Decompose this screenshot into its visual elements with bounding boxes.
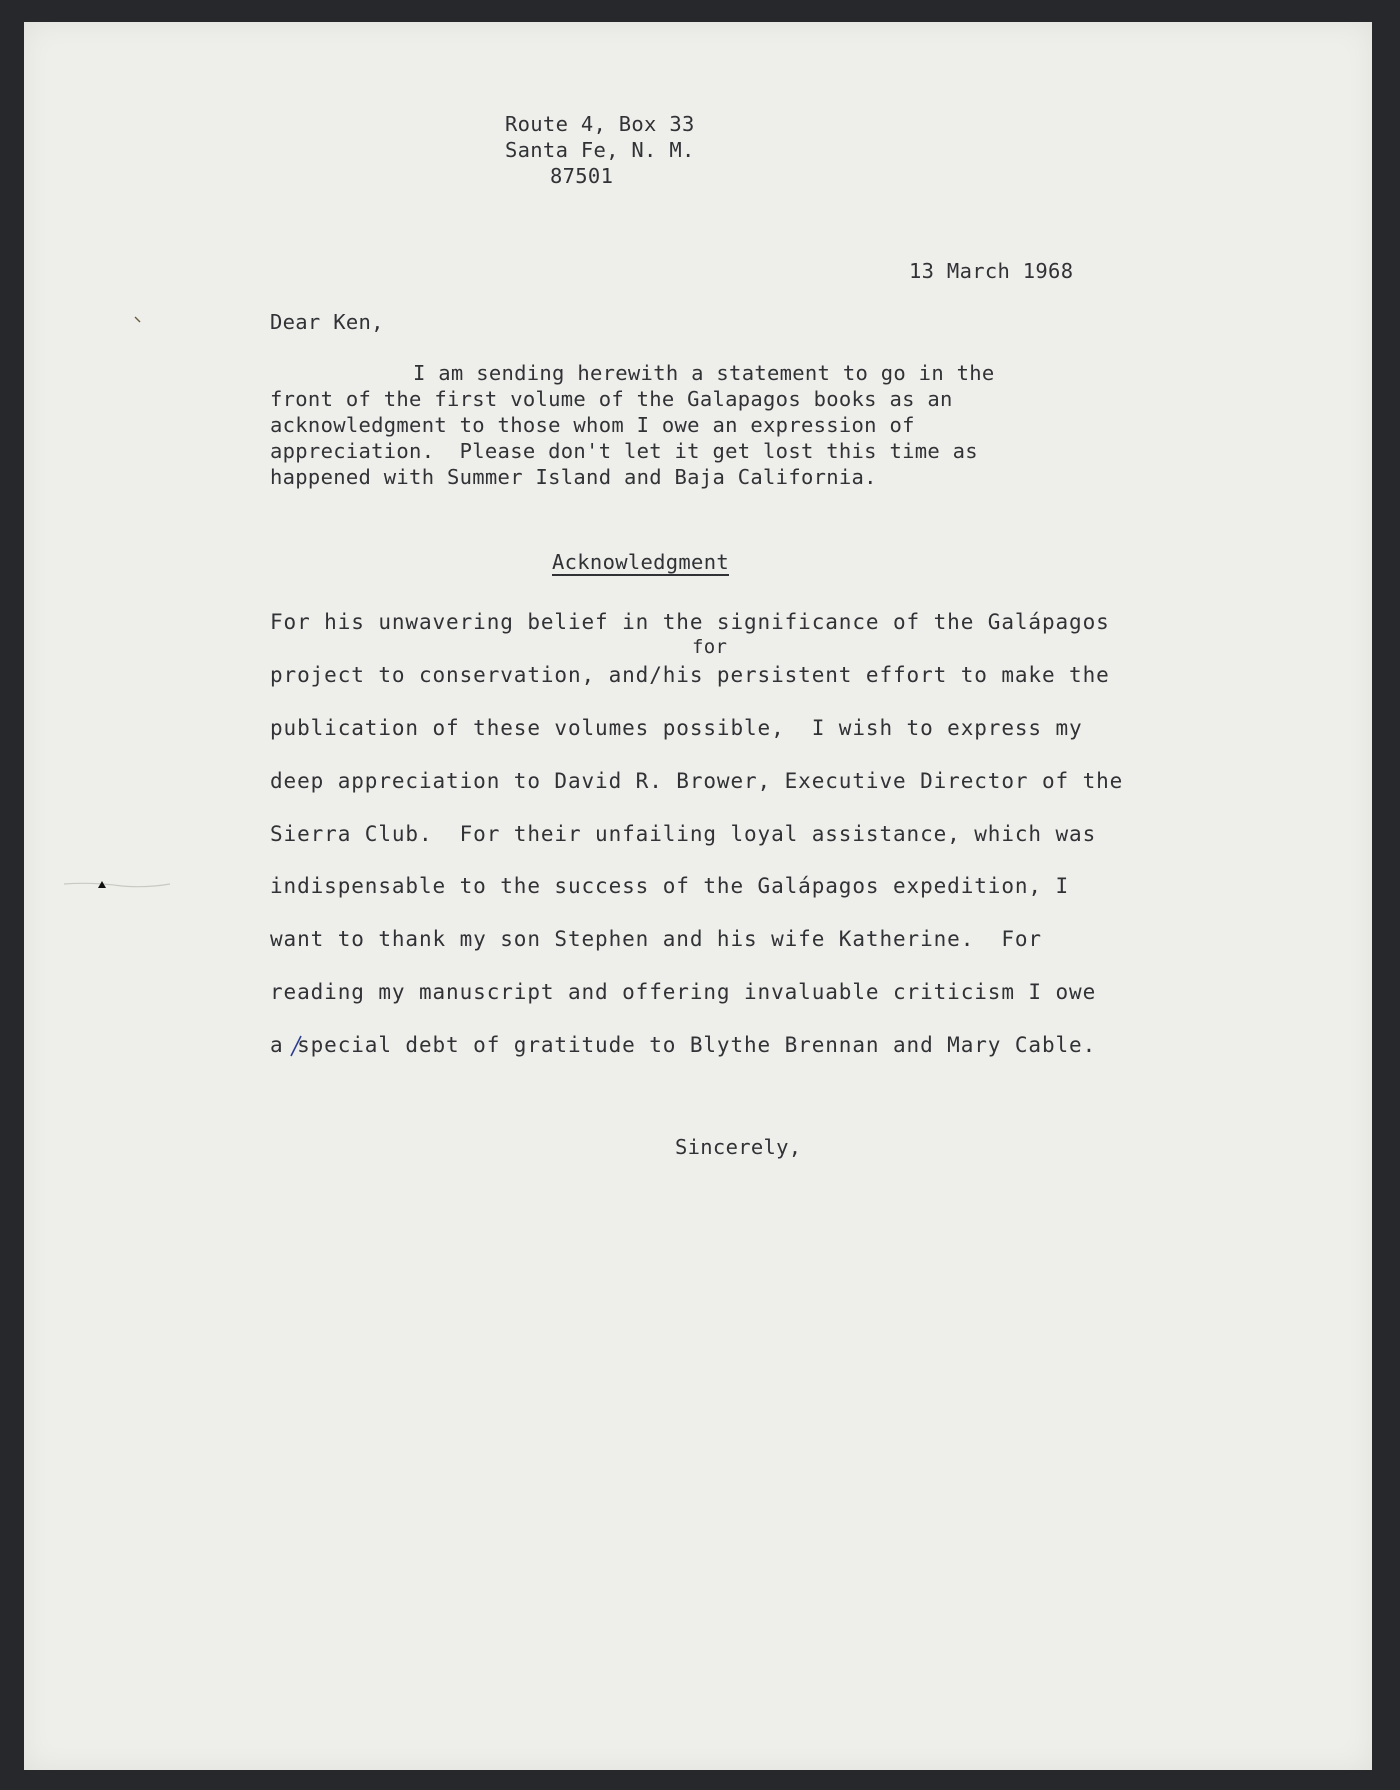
ack-line: For his unwavering belief in the significance of the Galápagos — [270, 610, 1110, 634]
intro-line: front of the first volume of the Galapagos books as an — [270, 387, 953, 411]
acknowledgment-heading: Acknowledgment — [552, 550, 729, 574]
intro-line: I am sending herewith a statement to go in the — [413, 361, 995, 385]
salutation: Dear Ken, — [270, 310, 384, 334]
closing: Sincerely, — [675, 1135, 802, 1159]
paper-speck — [134, 316, 142, 324]
intro-line: appreciation. Please don't let it get lost this time as — [270, 439, 978, 463]
ack-line: a special debt of gratitude to Blythe Brennan and Mary Cable. — [270, 1033, 1097, 1057]
ack-line: deep appreciation to David R. Brower, Executive Director of the — [270, 769, 1124, 793]
address-line-2: Santa Fe, N. M. — [505, 138, 695, 162]
ack-line: publication of these volumes possible, I wish to express my — [270, 716, 1083, 740]
handwritten-correction-mark — [286, 1034, 306, 1058]
ack-line: want to thank my son Stephen and his wife Katherine. For — [270, 927, 1042, 951]
address-line-1: Route 4, Box 33 — [505, 112, 695, 136]
letter-date: 13 March 1968 — [909, 259, 1074, 283]
ack-line: indispensable to the success of the Galápagos expedition, I — [270, 874, 1070, 898]
ack-line: project to conservation, and/his persistent effort to make the — [270, 663, 1110, 687]
ack-line: Sierra Club. For their unfailing loyal assistance, which was — [270, 822, 1097, 846]
ack-line: reading my manuscript and offering invaluable criticism I owe — [270, 980, 1097, 1004]
handwritten-insert-for: for — [692, 636, 728, 658]
address-line-3: 87501 — [550, 164, 614, 188]
paper-tear-mark — [62, 870, 172, 900]
letter-page — [24, 22, 1372, 1770]
intro-line: acknowledgment to those whom I owe an expression of — [270, 413, 915, 437]
intro-line: happened with Summer Island and Baja California. — [270, 465, 877, 489]
